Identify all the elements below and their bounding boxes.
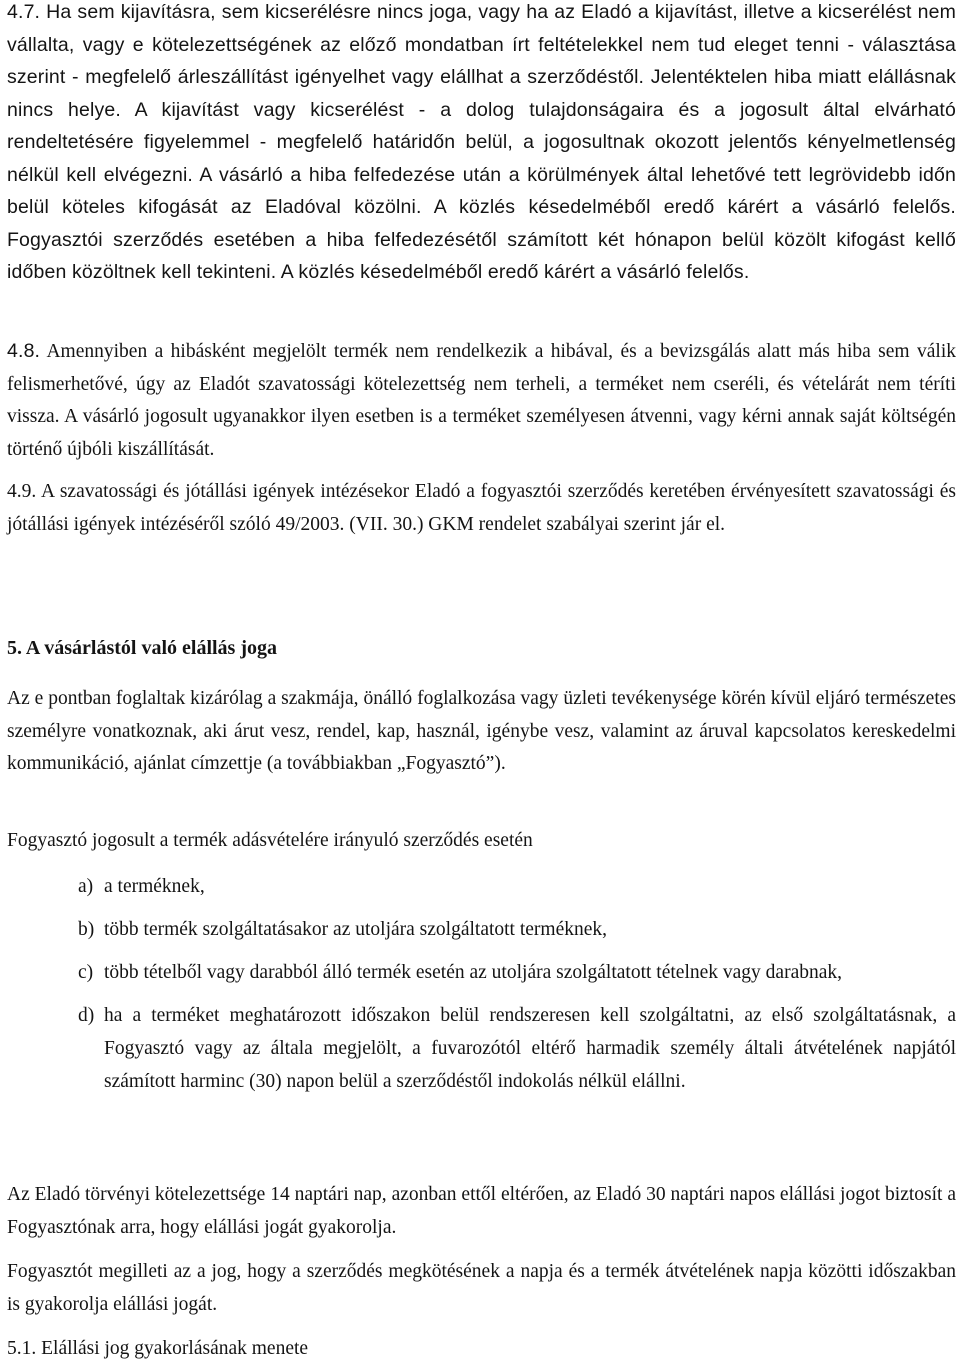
- list-marker: c): [78, 962, 94, 983]
- paragraph-4-9: 4.9. A szavatossági és jótállási igények intézésekor Eladó a fogyasztói szerződés keretében érvényesített szavatossági és jótállási igények intézéséről szóló 49/2003. (VII. 30.) GKM rendelet szabályai szerint jár el.: [7, 481, 956, 535]
- list-marker: b): [78, 919, 95, 940]
- list-item: [7, 999, 960, 1098]
- paragraph-5-lead: Fogyasztó jogosult a termék adásvételére irányuló szerződés esetén: [7, 830, 533, 851]
- paragraph-4-8-number: 4.8.: [7, 340, 41, 362]
- paragraph-5-intro: Az e pontban foglaltak kizárólag a szakmája, önálló foglalkozása vagy üzleti tevékenysége körén kívül eljáró természetes személyre vonatkoznak, aki árut vesz, rendel, kap, használ, igénybe vesz, valamint az áruval kapcsolatos kereskedelmi kommunikáció, ajánlat címzettje (a továbbiakban „Fogyasztó”).: [7, 688, 956, 774]
- paragraph-4-7-part2: Fogyasztói szerződés esetében a hiba felfedezésétől számított két hónapon belül közölt kifogást kellő időben közöltnek kell tekinteni. A közlés késedelméből eredő kárért a vásárló felelős.: [7, 228, 956, 283]
- list-item-text: ha a terméket meghatározott időszakon belül rendszeresen kell szolgáltatni, az első szolgáltatásnak, a Fogyasztó vagy az általa megjelölt, a fuvarozótól eltérő harmadik személy általi átvételének napjától számított harminc (30) napon belül a szerződéstől indokolás nélkül elállni.: [104, 1005, 956, 1092]
- list-item: [7, 956, 960, 989]
- list-item-text: több termék szolgáltatásakor az utoljára szolgáltatott terméknek,: [104, 919, 608, 940]
- list-item: [7, 913, 960, 946]
- section-5-heading: 5. A vásárlástól való elállás joga: [7, 637, 277, 659]
- paragraph-4-7: [7, 0, 956, 289]
- paragraph-5-deadline: Az Eladó törvényi kötelezettsége 14 naptári nap, azonban ettől eltérően, az Eladó 30 naptári napos elállási jogot biztosít a Fogyasztónak arra, hogy elállási jogát gyakorolja.: [7, 1184, 956, 1238]
- paragraph-4-8-text: Amennyiben a hibásként megjelölt termék nem rendelkezik a hibával, és a bevizsgálás alatt más hiba sem válik felismerhetővé, úgy az Eladót szavatossági kötelezettség nem terheli, a terméket nem cseréli, és vételárát nem téríti vissza. A vásárló jogosult ugyanakkor ilyen esetben is a terméket személyesen átvenni, vagy kérni annak saját költségén történő újbóli kiszállítását.: [7, 341, 956, 460]
- list-item-text: több tételből vagy darabból álló termék esetén az utoljára szolgáltatott tételnek vagy darabnak,: [104, 962, 843, 983]
- list-item: [7, 870, 960, 903]
- list-item-text: a terméknek,: [104, 876, 205, 897]
- list-marker: a): [78, 876, 94, 897]
- paragraph-4-7-part1: 4.7. Ha sem kijavításra, sem kicserélésre nincs joga, vagy ha az Eladó a kijavítást, illetve a kicserélést nem vállalta, vagy e kötelezettségének az előző mondatban írt feltételekkel nem tud eleget tenni - választása szerint - megfelelő árleszállítást igényelhet vagy elállhat a szerződéstől. Jelentéktelen hiba miatt elállásnak nincs helye. A kijavítást vagy kicserélést - a dolog tulajdonságaira és a jogosult által elvárható rendeltetésére figyelemmel - megfelelő határidőn belül, a jogosultnak okozott jelentős kényelmetlenség nélkül kell elvégezni. A vásárló a hiba felfedezése után a körülmények által lehetővé tett legrövidebb időn belül köteles kifogását az Eladóval közölni. A közlés késedelméből eredő kárért a vásárló felelős.: [7, 1, 956, 218]
- paragraph-4-8: [7, 335, 956, 466]
- subsection-5-1-heading: 5.1. Elállási jog gyakorlásának menete: [7, 1338, 309, 1359]
- withdrawal-list: [7, 870, 960, 1098]
- list-marker: d): [78, 1005, 95, 1026]
- paragraph-5-period: Fogyasztót megilleti az a jog, hogy a szerződés megkötésének a napja és a termék átvételének napja közötti időszakban is gyakorolja elállási jogát.: [7, 1261, 956, 1315]
